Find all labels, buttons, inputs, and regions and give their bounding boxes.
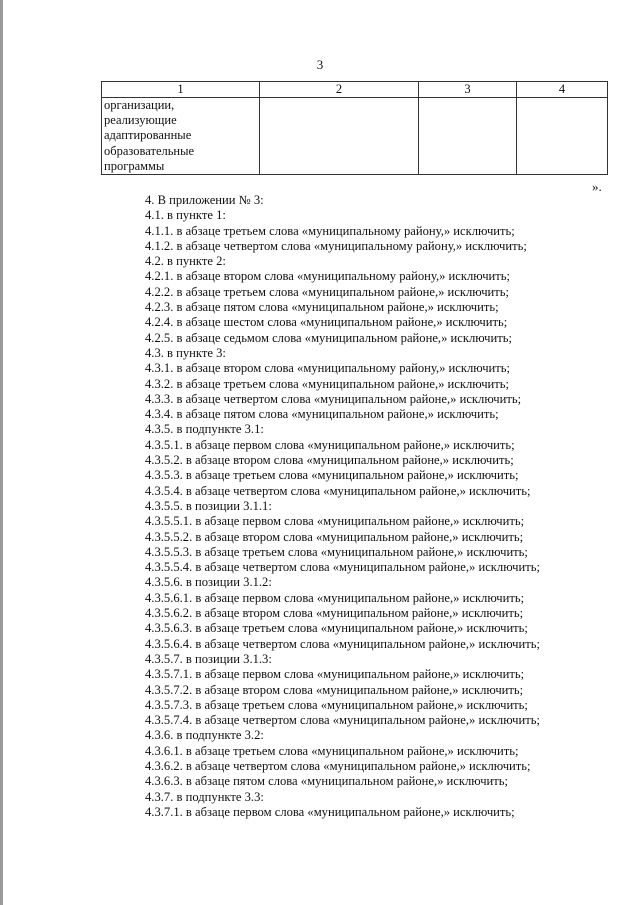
table-header-cell: 3 [419, 82, 517, 98]
amendment-line: 4.3. в пункте 3: [145, 345, 226, 360]
cell-text-line: адаптированные [104, 128, 192, 143]
amendment-line: 4.2.2. в абзаце третьем слова «муниципальном районе,» исключить; [145, 284, 510, 299]
amendment-line: 4.3.5.6.1. в абзаце первом слова «муниципальном районе,» исключить; [145, 590, 525, 605]
amendment-line: 4.3.5. в подпункте 3.1: [145, 422, 264, 437]
cell-text-line: реализующие [104, 113, 177, 128]
amendment-line: 4.3.6.2. в абзаце четвертом слова «муниципальном районе,» исключить; [145, 758, 531, 773]
amendment-line: 4.2.1. в абзаце втором слова «муниципальному району,» исключить; [145, 269, 511, 284]
table-header-cell: 4 [517, 82, 608, 98]
amendment-line: 4.3.6.3. в абзаце пятом слова «муниципальном районе,» исключить; [145, 774, 509, 789]
amendment-line: 4.3.5.6. в позиции 3.1.2: [145, 575, 272, 590]
amendment-line: 4.3.3. в абзаце четвертом слова «муниципальном районе,» исключить; [145, 391, 522, 406]
amendment-line: 4.3.5.7.3. в абзаце третьем слова «муниципальном районе,» исключить; [145, 697, 528, 712]
amendment-line: 4.3.5.6.3. в абзаце третьем слова «муниципальном районе,» исключить; [145, 621, 528, 636]
table-header-row [102, 82, 608, 98]
amendment-line: 4.3.2. в абзаце третьем слова «муниципальном районе,» исключить; [145, 376, 510, 391]
table-row [102, 98, 608, 175]
scan-left-edge [0, 0, 3, 905]
table-header-cell: 1 [102, 82, 260, 98]
amendment-line: 4.1.2. в абзаце четвертом слова «муниципальному району,» исключить; [145, 238, 527, 253]
closing-quote: ». [592, 179, 602, 194]
amendment-line: 4.3.5.3. в абзаце третьем слова «муниципальном районе,» исключить; [145, 468, 519, 483]
amendment-line: 4.3.5.5.3. в абзаце третьем слова «муниципальном районе,» исключить; [145, 544, 528, 559]
amendment-line: 4.3.5.1. в абзаце первом слова «муниципальном районе,» исключить; [145, 437, 515, 452]
amendment-line: 4.1.1. в абзаце третьем слова «муниципальному району,» исключить; [145, 223, 515, 238]
amendment-line: 4.3.5.2. в абзаце втором слова «муниципальном районе,» исключить; [145, 453, 514, 468]
amendment-list [145, 193, 615, 820]
page-number: 3 [316, 57, 324, 72]
table-cell-col4 [517, 98, 608, 175]
amendment-line: 4.3.5.7.1. в абзаце первом слова «муниципальном районе,» исключить; [145, 667, 525, 682]
amendment-line: 4.3.5.5.2. в абзаце втором слова «муниципальном районе,» исключить; [145, 529, 524, 544]
amendment-line: 4.3.7.1. в абзаце первом слова «муниципальном районе,» исключить; [145, 804, 515, 819]
table-header-cell: 2 [260, 82, 419, 98]
amendment-line: 4.3.7. в подпункте 3.3: [145, 789, 264, 804]
amendment-line: 4.2. в пункте 2: [145, 254, 226, 269]
cell-text-line: организации, [104, 98, 175, 112]
table-cell-col3 [419, 98, 517, 175]
amendment-line: 4.2.4. в абзаце шестом слова «муниципальном районе,» исключить; [145, 315, 508, 330]
cell-text-line: образовательные [104, 143, 195, 158]
amendment-line: 4.3.5.7.2. в абзаце втором слова «муниципальном районе,» исключить; [145, 682, 524, 697]
document-table [101, 81, 608, 175]
amendment-line: 4.3.5.7.4. в абзаце четвертом слова «муниципальном районе,» исключить; [145, 713, 540, 728]
amendment-line: 4.3.5.6.2. в абзаце втором слова «муниципальном районе,» исключить; [145, 606, 524, 621]
amendment-line: 4.3.5.5.4. в абзаце четвертом слова «муниципальном районе,» исключить; [145, 560, 540, 575]
amendment-line: 4.1. в пункте 1: [145, 208, 226, 223]
amendment-line: 4.3.4. в абзаце пятом слова «муниципальном районе,» исключить; [145, 407, 499, 422]
amendment-line: 4.2.3. в абзаце пятом слова «муниципальном районе,» исключить; [145, 300, 499, 315]
amendment-line: 4.3.1. в абзаце втором слова «муниципальному району,» исключить; [145, 361, 511, 376]
amendment-line: 4.3.5.7. в позиции 3.1.3: [145, 651, 272, 666]
table-cell-col2 [260, 98, 419, 175]
amendment-line: 4.3.5.6.4. в абзаце четвертом слова «муниципальном районе,» исключить; [145, 636, 540, 651]
amendment-line: 4.3.5.5. в позиции 3.1.1: [145, 498, 272, 513]
cell-text-line: программы [104, 158, 165, 173]
amendment-line: 4.3.5.4. в абзаце четвертом слова «муниципальном районе,» исключить; [145, 483, 531, 498]
amendment-line: 4.3.5.5.1. в абзаце первом слова «муниципальном районе,» исключить; [145, 514, 525, 529]
table-cell-col1 [102, 98, 260, 175]
amendment-line: 4.2.5. в абзаце седьмом слова «муниципальном районе,» исключить; [145, 330, 513, 345]
amendment-line: 4. В приложении № 3: [145, 193, 264, 207]
amendment-line: 4.3.6.1. в абзаце третьем слова «муниципальном районе,» исключить; [145, 743, 519, 758]
amendment-line: 4.3.6. в подпункте 3.2: [145, 728, 264, 743]
